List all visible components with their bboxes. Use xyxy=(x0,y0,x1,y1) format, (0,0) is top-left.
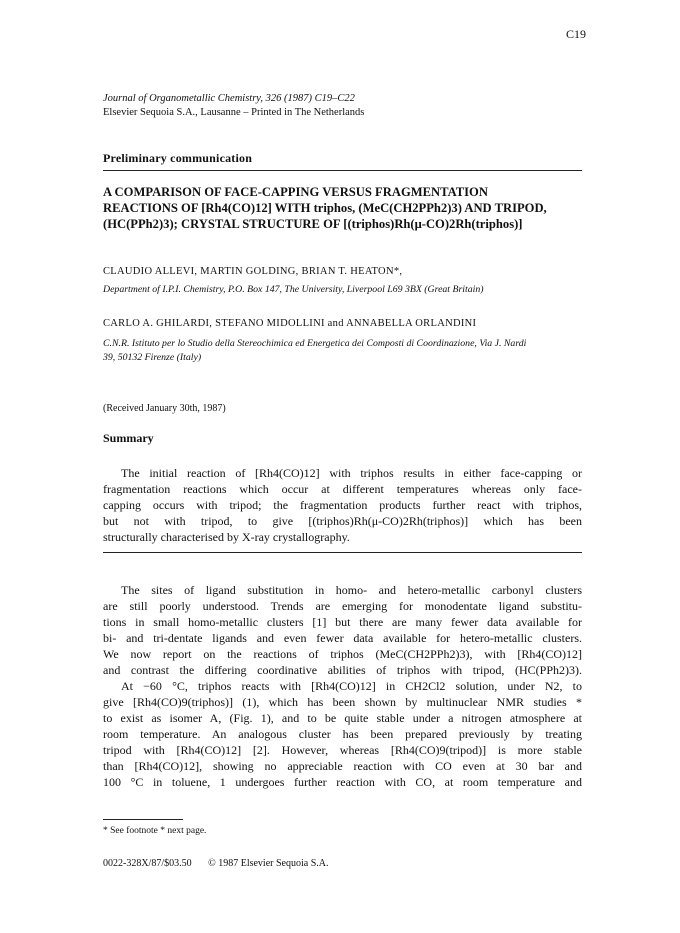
body-line: tions in small homo-metallic clusters [1] but there are many fewer data available for xyxy=(103,615,582,629)
summary-heading: Summary xyxy=(103,431,154,445)
affiliation-2-line-1: C.N.R. Istituto per lo Studio della Stereochimica ed Energetica dei Composti di Coordinazione, Via J. Nardi xyxy=(103,338,527,349)
body-line: are still poorly understood. Trends are emerging for monodentate ligand substitu- xyxy=(103,599,582,613)
authors-group-1: CLAUDIO ALLEVI, MARTIN GOLDING, BRIAN T. HEATON*, xyxy=(103,266,403,277)
summary-line: fragmentation reactions which occur at different temperatures whereas only face- xyxy=(103,482,582,496)
section-label: Preliminary communication xyxy=(103,151,253,165)
summary-line: The initial reaction of [Rh4(CO)12] with triphos results in either face-capping or xyxy=(121,466,582,480)
journal-citation xyxy=(103,92,364,120)
title-line-2: REACTIONS OF [Rh4(CO)12] WITH triphos, (MeC(CH2PPh2)3) AND TRIPOD, xyxy=(103,201,547,215)
journal-line-2: Elsevier Sequoia S.A., Lausanne – Printed in The Netherlands xyxy=(103,107,365,118)
body-line: The sites of ligand substitution in homo- and hetero-metallic carbonyl clusters xyxy=(121,583,582,597)
summary-rule xyxy=(103,552,582,553)
header-rule xyxy=(103,170,582,171)
affiliation-2-line-2: 39, 50132 Firenze (Italy) xyxy=(103,352,202,363)
title-line-3: (HC(PPh2)3); CRYSTAL STRUCTURE OF [(triphos)Rh(μ-CO)2Rh(triphos)] xyxy=(103,217,523,231)
issn-price: 0022-328X/87/$03.50 xyxy=(103,858,192,869)
body-paragraph xyxy=(103,582,582,790)
journal-line-1: Journal of Organometallic Chemistry, 326 (1987) C19–C22 xyxy=(103,93,355,104)
summary-line: structurally characterised by X-ray crystallography. xyxy=(103,530,350,544)
body-line: than [Rh4(CO)12], showing no appreciable reaction with CO even at 30 bar and xyxy=(103,759,582,773)
body-line: and contrast the differing coordinative abilities of triphos with tripod, (HC(PPh2)3). xyxy=(103,663,582,677)
summary-line: capping occurs with tripod; the fragmentation products further react with triphos, xyxy=(103,498,582,512)
body-line: room temperature. An analogous cluster has been prepared previously by treating xyxy=(103,727,582,741)
article-title xyxy=(103,184,603,232)
footnote-rule xyxy=(103,819,183,820)
footnote: * See footnote * next page. xyxy=(103,826,207,836)
summary-line: but not with tripod, to give [(triphos)Rh(μ-CO)2Rh(triphos)] which has been xyxy=(103,514,582,528)
body-line: bi- and tri-dentate ligands and even fewer data available for hetero-metallic clusters. xyxy=(103,631,582,645)
received-date: (Received January 30th, 1987) xyxy=(103,403,226,414)
page-footer xyxy=(103,858,328,869)
affiliation-2 xyxy=(103,337,583,365)
body-line: give [Rh4(CO)9(triphos)] (1), which has been shown by multinuclear NMR studies * xyxy=(103,695,582,709)
body-line: At −60 °C, triphos reacts with [Rh4(CO)12] in CH2Cl2 solution, under N2, to xyxy=(121,679,582,693)
title-line-1: A COMPARISON OF FACE-CAPPING VERSUS FRAGMENTATION xyxy=(103,185,488,199)
authors-group-2: CARLO A. GHILARDI, STEFANO MIDOLLINI and ANNABELLA ORLANDINI xyxy=(103,318,477,329)
body-line: 100 °C in toluene, 1 undergoes further reaction with CO, at room temperature and xyxy=(103,775,582,789)
page-number: C19 xyxy=(565,27,586,41)
affiliation-1: Department of I.P.I. Chemistry, P.O. Box 147, The University, Liverpool L69 3BX (Great Britain) xyxy=(103,284,484,295)
summary-paragraph xyxy=(103,465,582,545)
body-line: We now report on the reactions of triphos (MeC(CH2PPh2)3), with [Rh4(CO)12] xyxy=(103,647,582,661)
body-line: tripod with [Rh4(CO)12] [2]. However, whereas [Rh4(CO)9(tripod)] is more stable xyxy=(103,743,582,757)
copyright: © 1987 Elsevier Sequoia S.A. xyxy=(208,858,329,869)
body-line: to exist as isomer A, (Fig. 1), and to be quite stable under a nitrogen atmosphere at xyxy=(103,711,582,725)
